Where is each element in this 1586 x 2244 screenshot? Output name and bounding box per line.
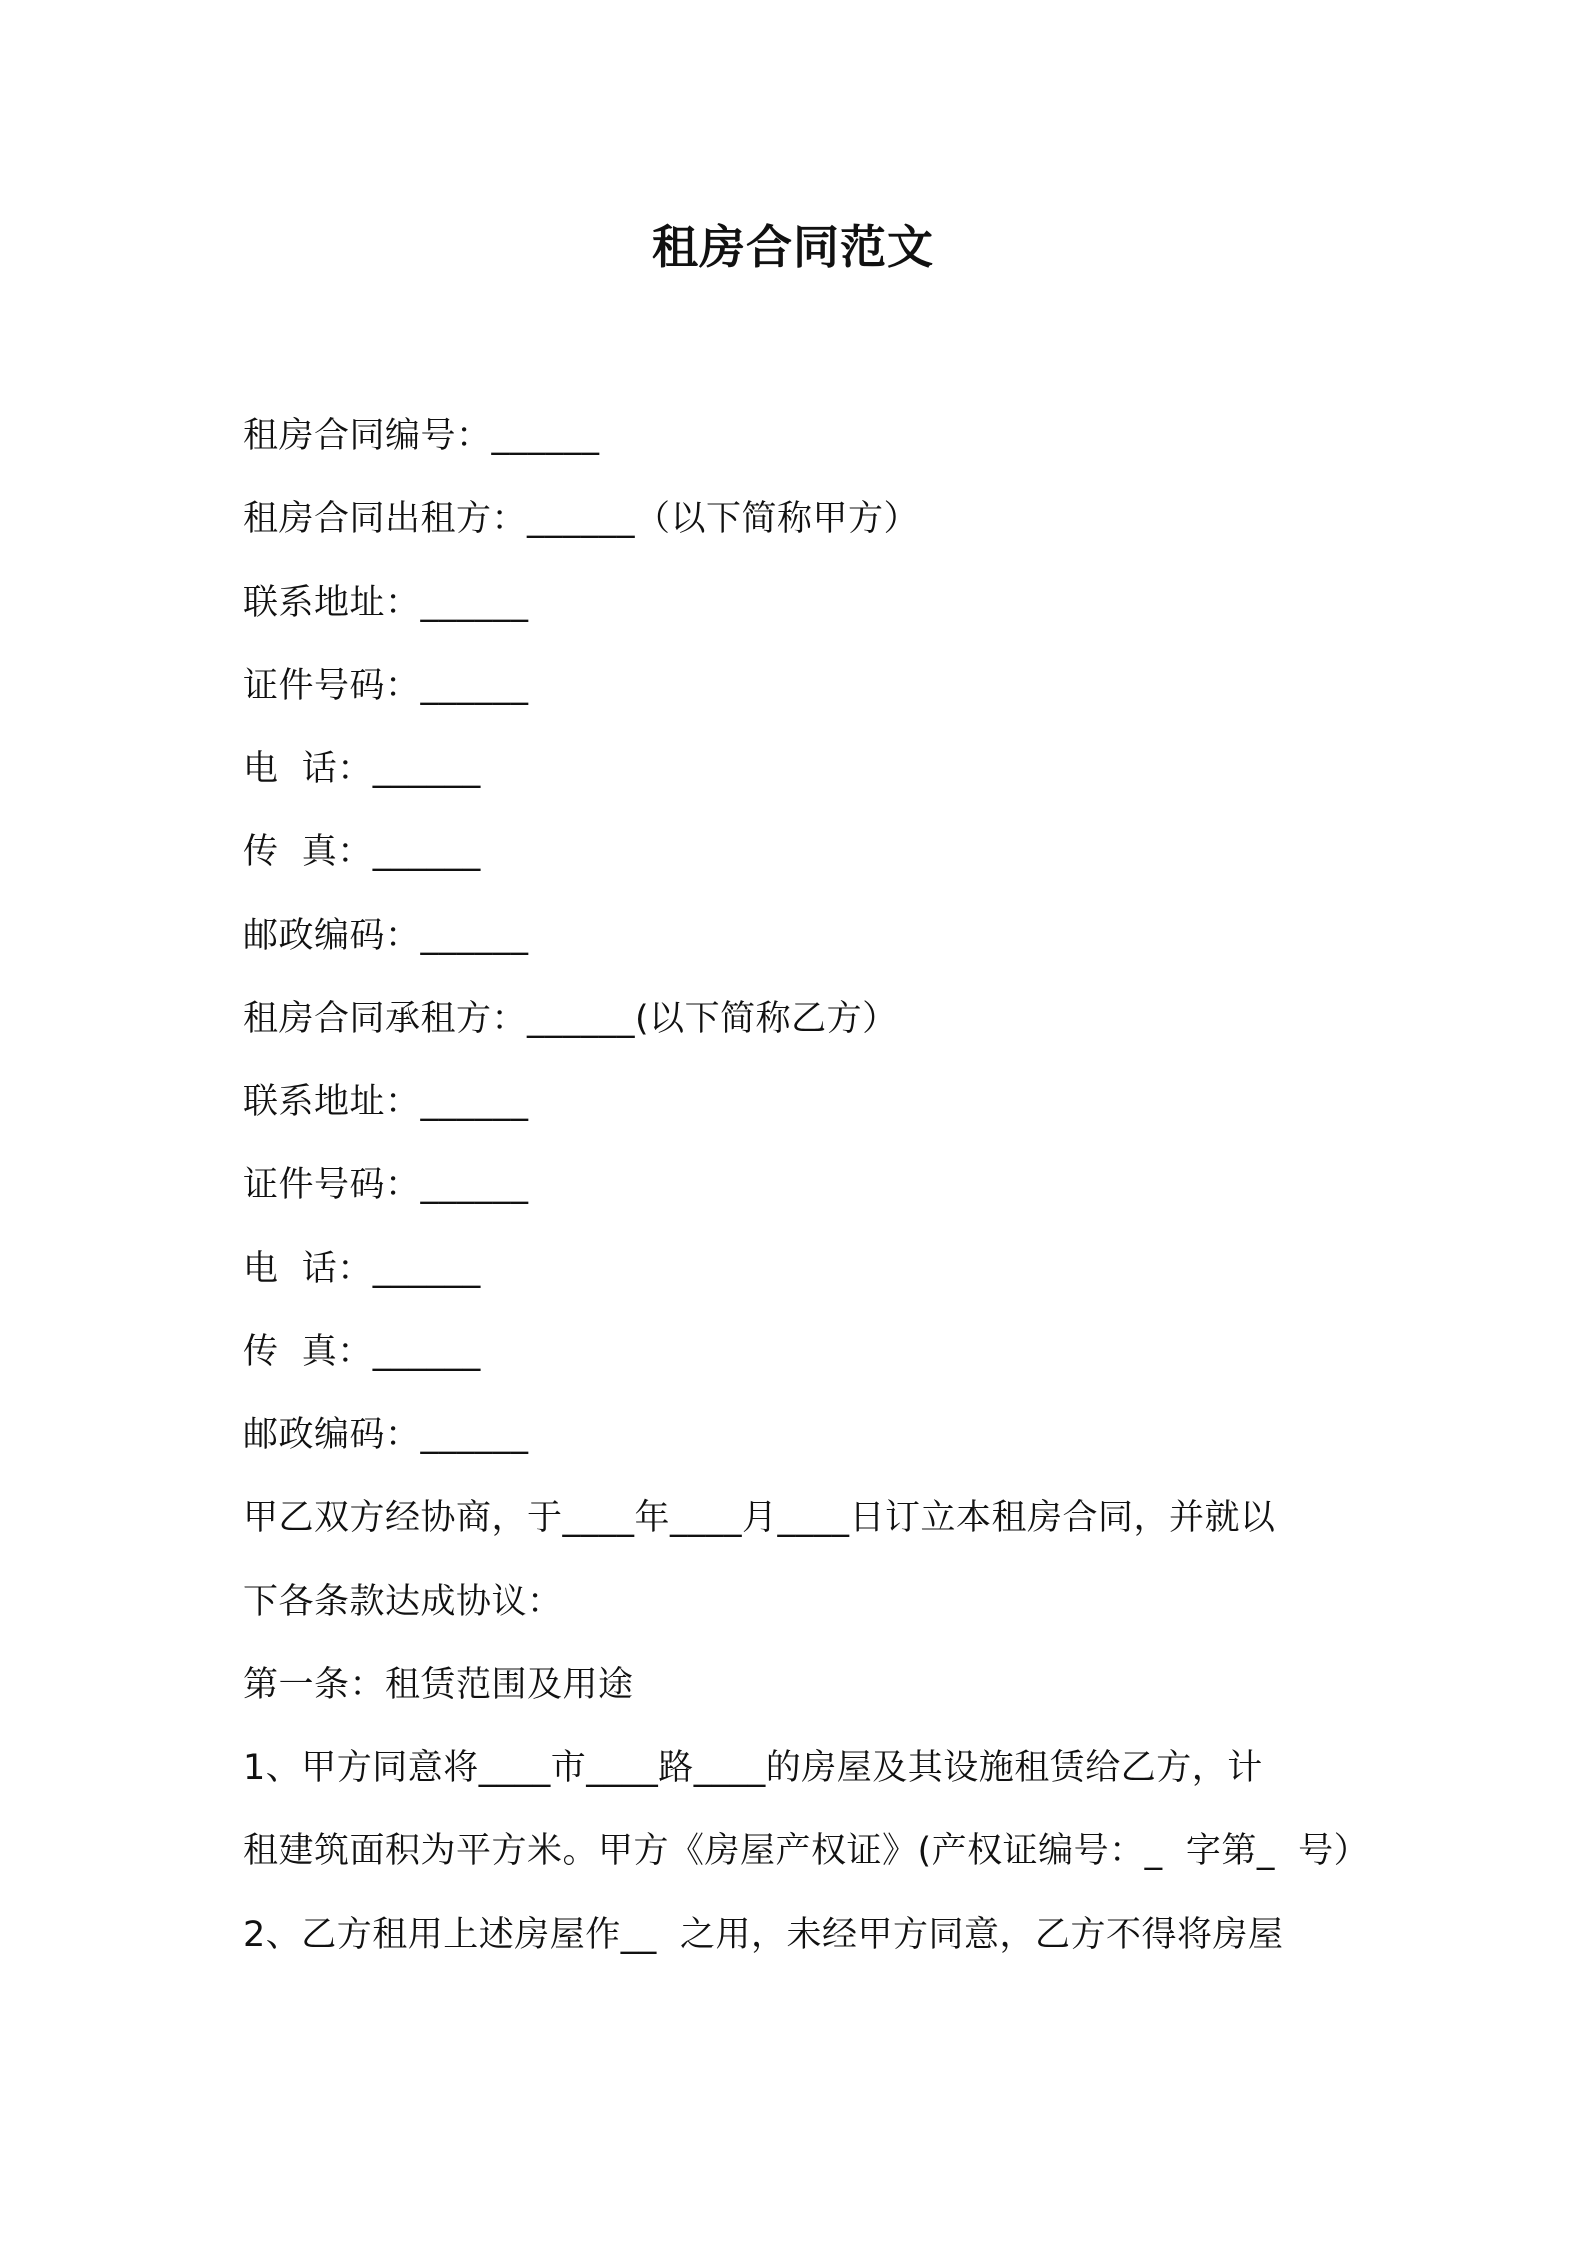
lessor-phone-line: 电 话：______ bbox=[243, 749, 481, 789]
clause-one-line-1: 1、甲方同意将____市____路____的房屋及其设施租赁给乙方，计 bbox=[243, 1748, 1263, 1788]
lessor-line: 租房合同出租方：______（以下简称甲方） bbox=[243, 499, 920, 539]
clause-one-line-2: 租建筑面积为平方米。甲方《房屋产权证》(产权证编号：_ 字第_ 号） bbox=[243, 1831, 1370, 1871]
clause-two-line-1: 2、乙方租用上述房屋作__ 之用，未经甲方同意，乙方不得将房屋 bbox=[243, 1915, 1284, 1955]
lessee-phone-line: 电 话：______ bbox=[243, 1249, 481, 1289]
lessee-line: 租房合同承租方：______(以下简称乙方） bbox=[243, 999, 898, 1039]
article-one-heading: 第一条：租赁范围及用途 bbox=[243, 1665, 634, 1705]
agreement-paragraph-line-2: 下各条款达成协议： bbox=[243, 1582, 563, 1622]
lessee-fax-line: 传 真：______ bbox=[243, 1332, 481, 1372]
lessee-postcode-line: 邮政编码：______ bbox=[243, 1415, 529, 1455]
lessee-id-number-line: 证件号码：______ bbox=[243, 1165, 529, 1205]
lessor-postcode-line: 邮政编码：______ bbox=[243, 916, 529, 956]
lessee-address-line: 联系地址：______ bbox=[243, 1082, 529, 1122]
agreement-paragraph-line-1: 甲乙双方经协商，于____年____月____日订立本租房合同，并就以 bbox=[243, 1498, 1276, 1538]
contract-number-line: 租房合同编号：______ bbox=[243, 416, 600, 456]
document-title: 租房合同范文 bbox=[652, 220, 934, 274]
lessor-address-line: 联系地址：______ bbox=[243, 583, 529, 623]
lessor-fax-line: 传 真：______ bbox=[243, 832, 481, 872]
lessor-id-number-line: 证件号码：______ bbox=[243, 666, 529, 706]
